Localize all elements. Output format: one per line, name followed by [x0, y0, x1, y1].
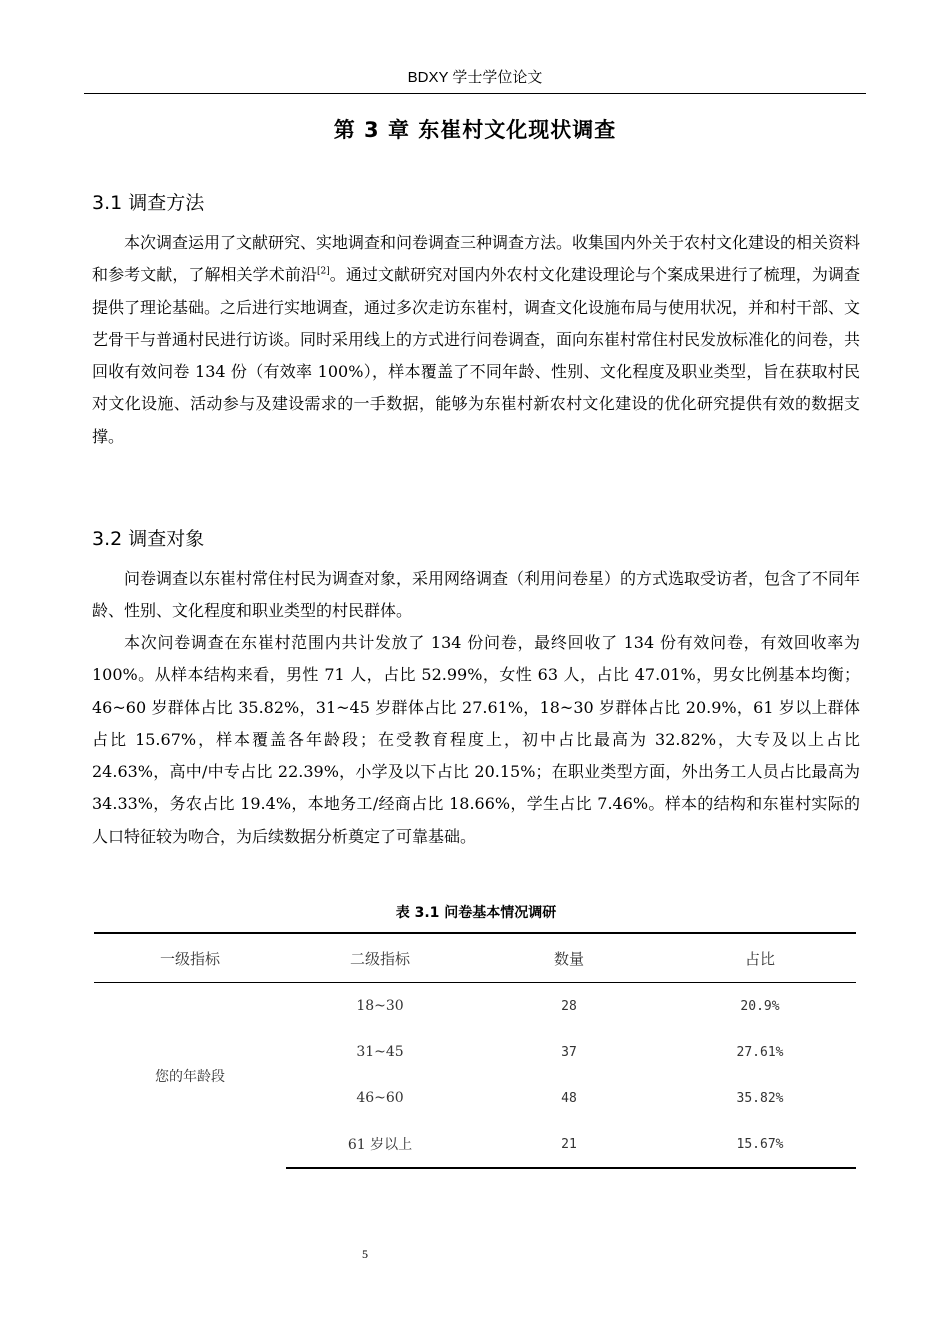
percent-cell: 20.9%	[740, 998, 780, 1014]
column-header: 占比	[664, 933, 856, 983]
citation-mark: [2]	[316, 266, 330, 277]
level2-cell: 18~30	[356, 998, 404, 1014]
level2-cell: 31~45	[356, 1044, 404, 1060]
page-number: 5	[362, 1247, 368, 1261]
chapter-title: 第 3 章 东崔村文化现状调查	[333, 118, 617, 142]
group-label-cell: 您的年龄段	[155, 1068, 225, 1085]
paragraph-survey-methods	[92, 227, 860, 453]
column-header: 数量	[474, 933, 664, 983]
section-heading-3-2: 3.2 调查对象	[92, 528, 205, 550]
level2-cell: 61 岁以上	[286, 1121, 474, 1168]
section-heading-3-1: 3.1 调查方法	[92, 192, 205, 214]
paragraph-text: 。通过文献研究对国内外农村文化建设理论与个案成果进行了梳理，为调查提供了理论基础。之后进行实地调查，通过多次走访东崔村，调查文化设施布局与使用状况，并和村干部、文艺骨干与普通村民进行访谈。同时采用线上的方式进行问卷调查，面向东崔村常住村民发放标准化的问卷，共回收有效问卷 134 份（有效率 100%），样本覆盖了不同年龄、性别、文化程度及职业类型，旨在获取村民对文化设施、活动参与及建设需求的一手数据，能够为东崔村新农村文化建设的优化研究提供有效的数据支撑。	[92, 265, 861, 446]
count-cell: 48	[561, 1090, 577, 1106]
percent-cell: 27.61%	[736, 1044, 784, 1060]
column-header: 二级指标	[286, 933, 474, 983]
level2-cell: 46~60	[356, 1090, 404, 1106]
paragraph-survey-subjects: 问卷调查以东崔村常住村民为调查对象，采用网络调查（利用问卷星）的方式选取受访者，包含了不同年龄、性别、文化程度和职业类型的村民群体。	[92, 569, 861, 621]
count-cell: 28	[561, 998, 577, 1014]
percent-cell: 35.82%	[736, 1090, 784, 1106]
paragraph-sample-structure: 本次问卷调查在东崔村范围内共计发放了 134 份问卷，最终回收了 134 份有效问卷，有效回收率为 100%。从样本结构来看，男性 71 人，占比 52.99%，女性 63 人，占比 47.01%，男女比例基本均衡；46~60 岁群体占比 35.82%，31~45 岁群体占比 27.61%，18~30 岁群体占比 20.9%，61 岁以上群体占比 15.67%，样本覆盖各年龄段；在受教育程度上，初中占比最高为 32.82%，大专及以上占比 24.63%，高中/中专占比 22.39%，小学及以下占比 20.15%；在职业类型方面，外出务工人员占比最高为 34.33%，务农占比 19.4%，本地务工/经商占比 18.66%，学生占比 7.46%。样本的结构和东崔村实际的人口特征较为吻合，为后续数据分析奠定了可靠基础。	[92, 633, 860, 846]
survey-table	[94, 932, 856, 1169]
running-header: BDXY 学士学位论文	[84, 66, 866, 94]
table-row	[94, 983, 856, 1030]
percent-cell: 15.67%	[664, 1121, 856, 1168]
column-header: 一级指标	[94, 933, 286, 983]
paragraph-text: 本次调查运用了文献研究、实地调查和问卷调查三种调查方法。收集国内外关于农村文化建设的相关资料和参考文献，了解相关学术前沿	[92, 233, 861, 285]
table-header-row	[94, 933, 856, 983]
table-caption: 表 3.1 问卷基本情况调研	[395, 905, 557, 921]
count-cell: 21	[474, 1121, 664, 1168]
count-cell: 37	[561, 1044, 577, 1060]
